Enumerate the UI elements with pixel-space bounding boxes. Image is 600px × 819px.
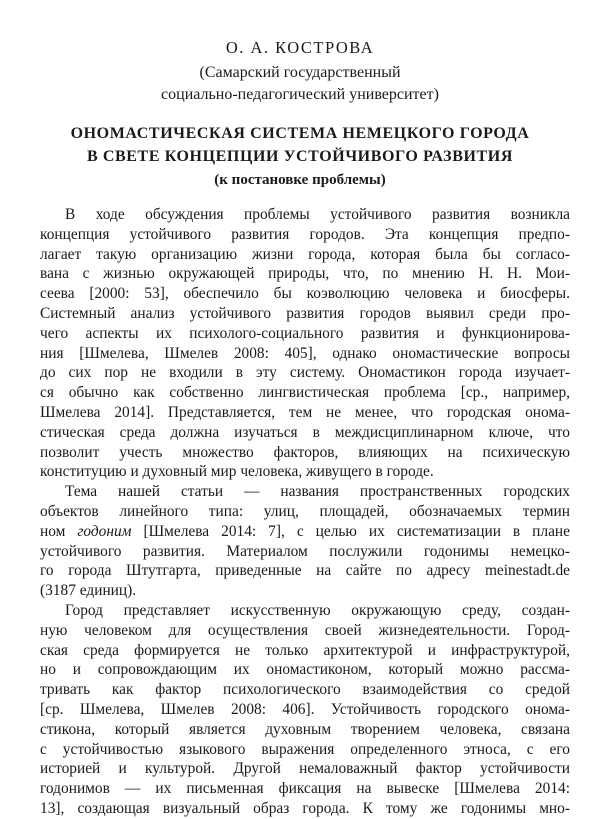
- body-line: Тема нашей статьи — названия пространственных городских: [65, 483, 570, 501]
- body-line: историей и культурой. Другой немаловажный фактор устойчивости: [40, 760, 570, 778]
- body-line: 13], создающая визуальный образ города. К тому же годонимы мно-: [40, 799, 570, 817]
- body-line: [ср. Шмелева, Шмелев 2008: 406]. Устойчивость городского онома-: [40, 700, 570, 718]
- body-line: концепция устойчивого развития городов. Эта концепция предпо-: [40, 225, 570, 243]
- body-line: В ходе обсуждения проблемы устойчивого развития возникла: [65, 206, 570, 223]
- body-line: ния [Шмелева, Шмелев 2008: 405], однако ономастические вопросы: [40, 344, 570, 362]
- article-subtitle: (к постановке проблемы): [214, 172, 386, 188]
- author-affiliation-line-1: (Самарский государственный: [199, 64, 401, 81]
- author-affiliation-line-2: социально-педагогический университет): [161, 86, 439, 103]
- body-line: ся обычно как собственно лингвистическая проблема [ср., например,: [40, 384, 570, 402]
- body-line: стическая среда должна изучаться в междисциплинарном ключе, что: [40, 423, 570, 441]
- article-body: [40, 205, 570, 819]
- body-line: с устойчивостью языкового выражения определенного этноса, с его: [40, 740, 570, 758]
- body-line: тривать как фактор психологического взаимодействия со средой: [40, 681, 570, 699]
- body-line: (3187 единиц).: [40, 582, 137, 600]
- body-text: [Шмелева 2014: 7], с целью их систематизации в плане: [131, 522, 570, 540]
- body-line: стикона, который является духовным творением человека, связана: [40, 720, 570, 738]
- body-line: но и сопровождающим их ономастиконом, который можно рассма-: [40, 661, 570, 679]
- body-line: позволит учесть множество факторов, влияющих на психическую: [40, 443, 570, 461]
- body-line: чего аспекты их психолого-социального развития и функционирова-: [40, 324, 570, 342]
- body-line: сеева [2000: 53], обеспечило бы коэволюцию человека и биосферы.: [40, 285, 570, 303]
- article-title-line-2: В СВЕТЕ КОНЦЕПЦИИ УСТОЙЧИВОГО РАЗВИТИЯ: [86, 148, 513, 165]
- body-text: ном: [40, 522, 78, 540]
- body-line: объектов линейного типа: улиц, площадей, обозначаемых термин: [40, 502, 570, 520]
- body-line: Город представляет искусственную окружающую среду, создан-: [65, 601, 570, 619]
- body-line: лагает такую организацию жизни города, которая была бы согласо-: [40, 245, 570, 263]
- body-line: годонимов — их письменная фиксация на вывеске [Шмелева 2014:: [40, 780, 570, 798]
- body-line: Шмелева 2014]. Представляется, тем не менее, что городская онома-: [40, 403, 570, 421]
- term-godonim: годоним: [77, 522, 132, 540]
- body-line: го города Штутгарта, приведенные на сайте по адресу meinestadt.de: [40, 562, 570, 580]
- body-line: вана с жизнью окружающей природы, что, по мнению Н. Н. Мои-: [40, 265, 570, 283]
- article-title-line-1: ОНОМАСТИЧЕСКАЯ СИСТЕМА НЕМЕЦКОГО ГОРОДА: [70, 125, 530, 142]
- body-line: устойчивого развития. Материалом послужили годонимы немецко-: [40, 542, 570, 560]
- author-name: О. А. КОСТРОВА: [225, 38, 375, 57]
- body-line: ская среда формируется не только архитектурой и инфраструктурой,: [40, 641, 570, 659]
- body-line: ную человеком для осуществления своей жизнедеятельности. Город-: [40, 621, 570, 639]
- body-line: конституцию и духовный мир человека, живущего в городе.: [40, 463, 434, 481]
- body-line: [40, 522, 570, 542]
- body-line: до сих пор не входили в эту систему. Ономастикон города изучает-: [40, 364, 570, 382]
- body-line: Системный анализ устойчивого развития городов выявил среди про-: [40, 304, 570, 322]
